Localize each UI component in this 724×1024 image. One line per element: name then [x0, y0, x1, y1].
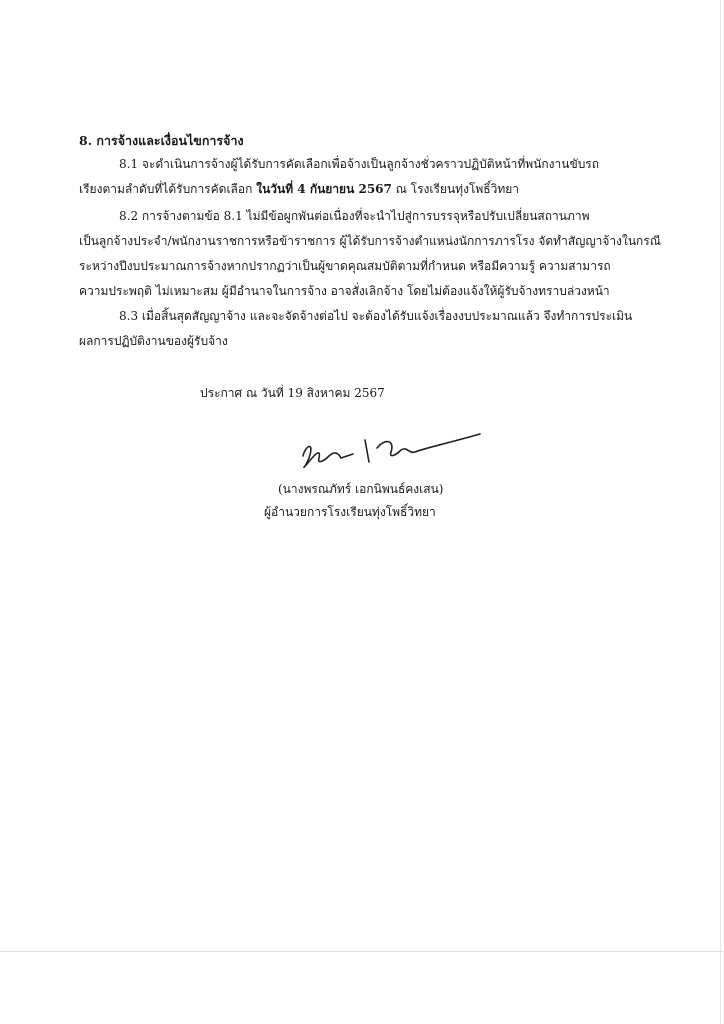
section-title: 8. การจ้างและเงื่อนไขการจ้าง	[79, 133, 244, 148]
paragraph-8-3-line-2: ผลการปฏิบัติงานของผู้รับจ้าง	[79, 334, 228, 348]
paragraph-8-2-line-3: ระหว่างปีงบประมาณการจ้างหากปรากฏว่าเป็นผู้ขาดคุณสมบัติตามที่กำหนด หรือมีความรู้ ความสามารถ	[79, 259, 611, 273]
paragraph-8-1-text: เรียงตามลำดับที่ได้รับการคัดเลือก	[79, 182, 257, 196]
signer-name: (นางพรณภัทร์ เอกนิพนธ์คงเสน)	[278, 482, 444, 496]
paragraph-8-1-line-2	[79, 181, 519, 197]
signature-image	[295, 418, 495, 478]
page-edge-line	[720, 0, 721, 1024]
paragraph-8-3-line-1: 8.3 เมื่อสิ้นสุดสัญญาจ้าง และจะจัดจ้างต่อไป จะต้องได้รับแจ้งเรื่องงบประมาณแล้ว จึงทำการประเมิน	[119, 309, 633, 323]
paragraph-8-1-line-1: 8.1 จะดำเนินการจ้างผู้ได้รับการคัดเลือกเพื่อจ้างเป็นลูกจ้างชั่วคราวปฏิบัติหน้าที่พนักงานขับรถ	[119, 157, 600, 171]
paragraph-8-2-line-2: เป็นลูกจ้างประจำ/พนักงานราชการหรือข้าราชการ ผู้ได้รับการจ้างตำแหน่งนักการภารโรง จัดทำสัญญาจ้างในกรณี	[79, 234, 661, 248]
school-location: ณ โรงเรียนทุ่งโพธิ์วิทยา	[391, 182, 520, 196]
signer-title: ผู้อำนวยการโรงเรียนทุ่งโพธิ์วิทยา	[264, 505, 436, 519]
page-bottom-line	[0, 951, 724, 952]
announcement-date: ประกาศ ณ วันที่ 19 สิงหาคม 2567	[200, 386, 385, 400]
start-date: ในวันที่ 4 กันยายน 2567	[256, 182, 392, 196]
paragraph-8-2-line-1: 8.2 การจ้างตามข้อ 8.1 ไม่มีข้อผูกพันต่อเนื่องที่จะนำไปสู่การบรรจุหรือปรับเปลี่ยนสถานภาพ	[119, 209, 590, 223]
paragraph-8-2-line-4: ความประพฤติ ไม่เหมาะสม ผู้มีอำนาจในการจ้าง อาจสั่งเลิกจ้าง โดยไม่ต้องแจ้งให้ผู้รับจ้างทราบล่วงหน้า	[79, 284, 610, 298]
